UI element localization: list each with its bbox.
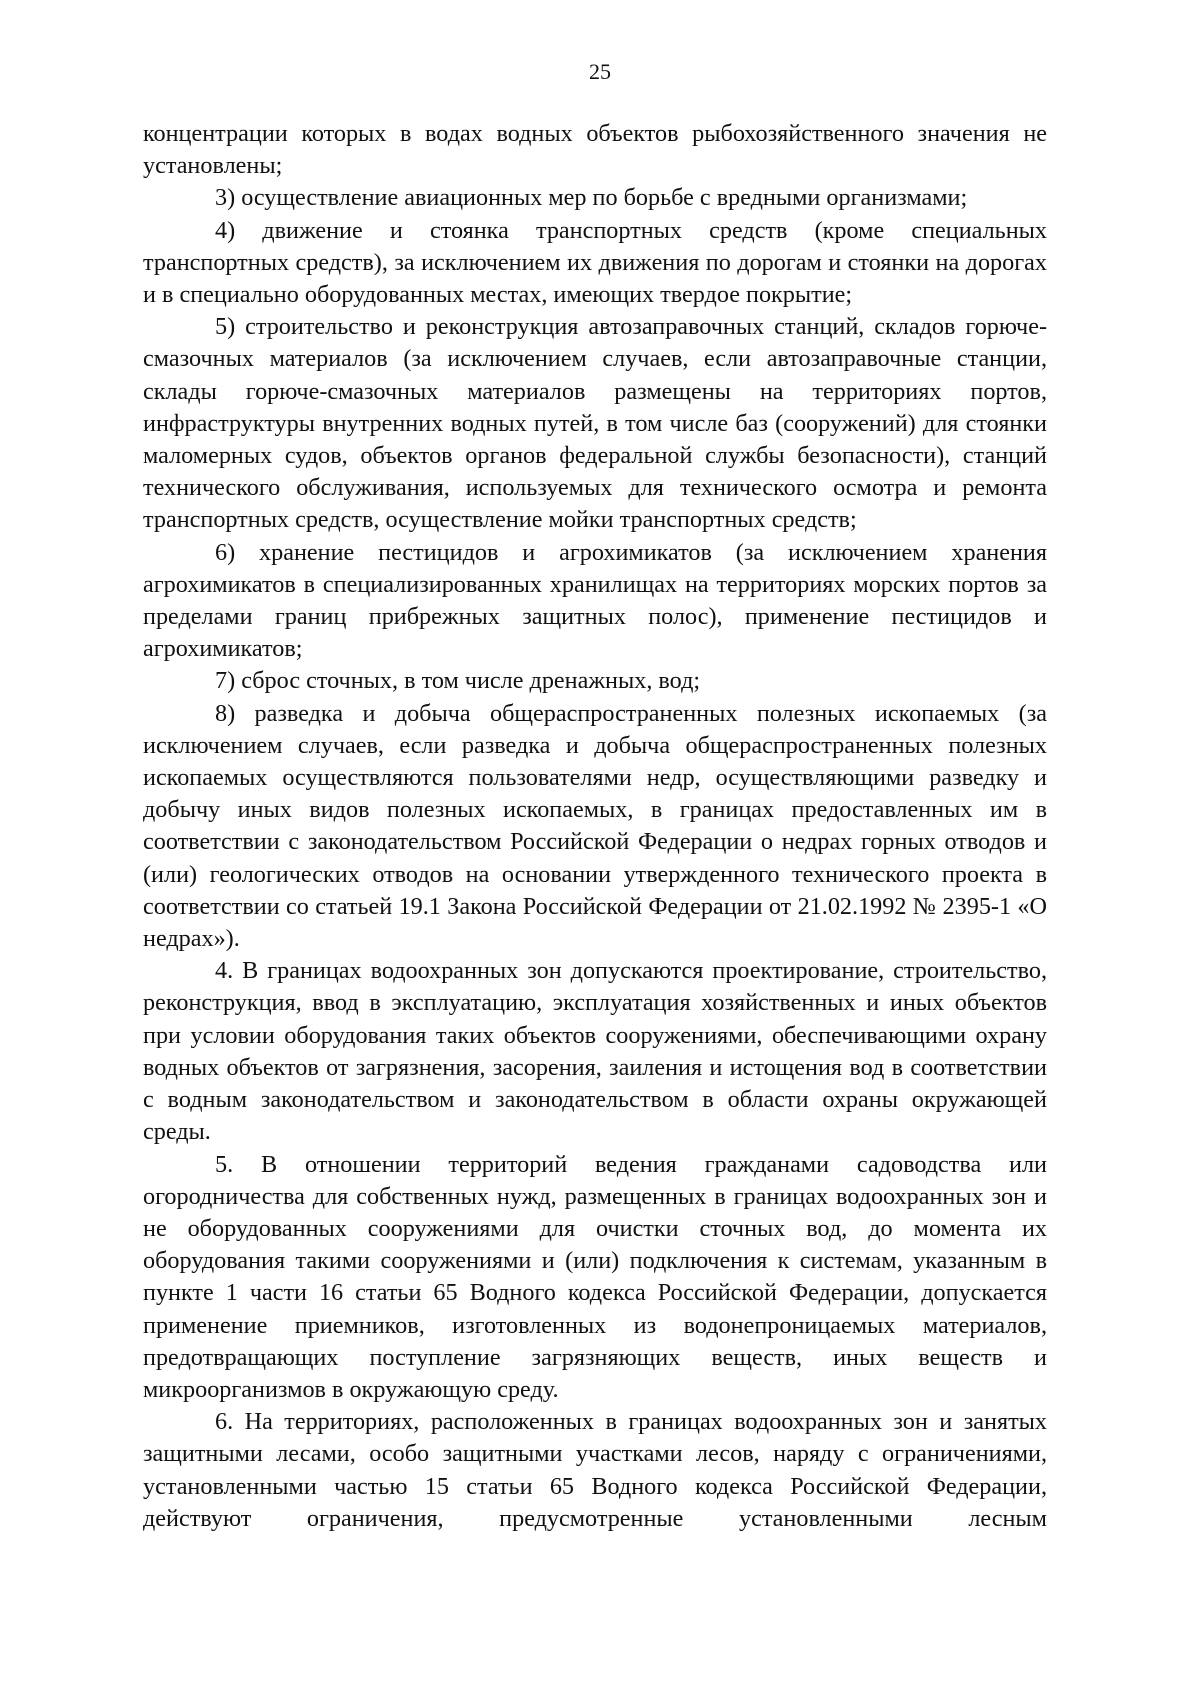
paragraph-item-6: 6) хранение пестицидов и агрохимикатов (за исключением хранения агрохимикатов в специализированных хранилищах на территориях морских портов за пределами границ прибрежных защитных полос), применение пестицидов и агрохимикатов; — [143, 538, 1047, 663]
paragraph-item-3: 3) осуществление авиационных мер по борьбе с вредными организмами; — [215, 184, 968, 212]
page-number: 25 — [589, 59, 611, 84]
paragraph-continuation: концентрации которых в водах водных объектов рыбохозяйственного значения не установлены; — [143, 120, 1047, 180]
paragraph-item-8: 8) разведка и добыча общераспространенных полезных ископаемых (за исключением случаев, если разведка и добыча общераспространенных полезных ископаемых осуществляются пользователями недр, осуществляющими разведку и добычу иных видов полезных ископаемых, в границах предоставленных им в соответствии с законодательством Российской Федерации о недрах горных отводов и (или) геологических отводов на основании утвержденного технического проекта в соответствии со статьей 19.1 Закона Российской Федерации от 21.02.1992 № 2395-1 «О недрах»). — [143, 699, 1047, 953]
paragraph-item-7: 7) сброс сточных, в том числе дренажных, вод; — [215, 667, 701, 695]
paragraph-section-6: 6. На территориях, расположенных в границах водоохранных зон и занятых защитными лесами, особо защитными участками лесов, наряду с ограничениями, установленными частью 15 статьи 65 Водного кодекса Российской Федерации, действуют ограничения, предусмотренные установленными лесным — [143, 1408, 1047, 1532]
document-body — [143, 118, 1047, 1535]
paragraph-item-5: 5) строительство и реконструкция автозаправочных станций, складов горюче-смазочных материалов (за исключением случаев, если автозаправочные станции, склады горюче-смазочных материалов размещены на территориях портов, инфраструктуры внутренних водных путей, в том числе баз (сооружений) для стоянки маломерных судов, объектов органов федеральной службы безопасности), станций технического обслуживания, используемых для технического осмотра и ремонта транспортных средств, осуществление мойки транспортных средств; — [143, 313, 1047, 534]
paragraph-section-5: 5. В отношении территорий ведения гражданами садоводства или огородничества для собственных нужд, размещенных в границах водоохранных зон и не оборудованных сооружениями для очистки сточных вод, до момента их оборудования такими сооружениями и (или) подключения к системам, указанным в пункте 1 части 16 статьи 65 Водного кодекса Российской Федерации, допускается применение приемников, изготовленных из водонепроницаемых материалов, предотвращающих поступление загрязняющих веществ, иных веществ и микроорганизмов в окружающую среду. — [143, 1150, 1047, 1403]
paragraph-item-4: 4) движение и стоянка транспортных средств (кроме специальных транспортных средств), за исключением их движения по дорогам и стоянки на дорогах и в специально оборудованных местах, имеющих твердое покрытие; — [143, 216, 1047, 309]
paragraph-section-4: 4. В границах водоохранных зон допускаются проектирование, строительство, реконструкция, ввод в эксплуатацию, эксплуатация хозяйственных и иных объектов при условии оборудования таких объектов сооружениями, обеспечивающими охрану водных объектов от загрязнения, засорения, заиления и истощения вод в соответствии с водным законодательством и законодательством в области охраны окружающей среды. — [143, 957, 1047, 1146]
